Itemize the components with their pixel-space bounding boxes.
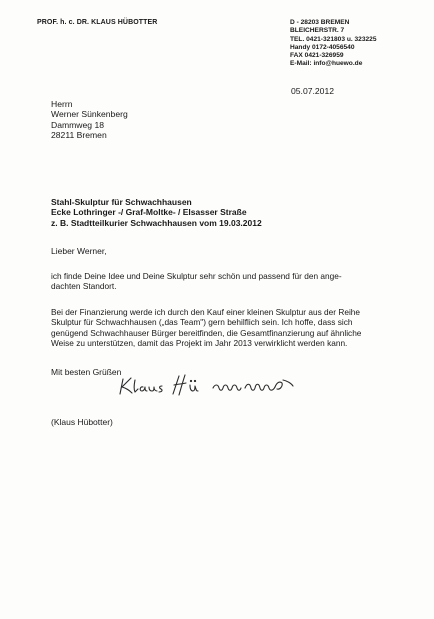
recipient-line: 28211 Bremen bbox=[51, 129, 107, 140]
letter-date: 05.07.2012 bbox=[291, 86, 335, 96]
paragraph-1 bbox=[51, 271, 342, 292]
handwritten-signature bbox=[117, 370, 317, 398]
paragraph-line: ich finde Deine Idee und Deine Skulptur sehr schön und passend für den ange- bbox=[51, 271, 342, 281]
letterhead-line: Handy 0172-4056540 bbox=[290, 43, 355, 51]
closing: Mit besten Grüßen bbox=[51, 367, 122, 377]
subject-line: Stahl-Skulptur für Schwachhausen bbox=[51, 197, 192, 207]
subject-line: z. B. Stadtteilkurier Schwachhausen vom 19.03.2012 bbox=[51, 217, 262, 228]
letterhead-line: FAX 0421-326959 bbox=[290, 52, 344, 60]
letterhead-line: D - 28203 BREMEN bbox=[290, 19, 350, 26]
paragraph-line: genügend Schwachhauser Bürger bereitfinden, die Gesamtfinanzierung auf ähnliche bbox=[51, 327, 362, 338]
paragraph-line: Bei der Finanzierung werde ich durch den Kauf einer kleinen Skulptur aus der Reihe bbox=[51, 307, 361, 317]
letterhead-line: TEL. 0421-321803 u. 323225 bbox=[290, 35, 377, 43]
paragraph-line: dachten Standort. bbox=[51, 281, 117, 292]
subject-line: Ecke Lothringer -/ Graf-Moltke- / Elsasser Straße bbox=[51, 207, 247, 218]
subject-block bbox=[51, 197, 262, 228]
recipient-line: Dammweg 18 bbox=[51, 119, 105, 130]
salutation: Lieber Werner, bbox=[51, 246, 107, 256]
letterhead-line: BLEICHERSTR. 7 bbox=[290, 27, 345, 35]
paragraph-line: Weise zu unterstützen, damit das Projekt im Jahr 2013 verwirklicht werden kann. bbox=[51, 337, 348, 348]
letterhead-line: E-Mail: info@huewo.de bbox=[290, 60, 363, 68]
letterhead-name: PROF. h. c. DR. KLAUS HÜBOTTER bbox=[37, 19, 158, 26]
paragraph-line: Skulptur für Schwachhausen („das Team") gern behilflich sein. Ich hoffe, dass sich bbox=[51, 317, 353, 328]
recipient-address bbox=[51, 99, 128, 140]
recipient-line: Herrn bbox=[51, 99, 73, 109]
recipient-line: Werner Sünkenberg bbox=[51, 109, 128, 120]
letterhead-address bbox=[290, 19, 377, 69]
signer-name: (Klaus Hübotter) bbox=[51, 417, 113, 427]
paragraph-2 bbox=[51, 307, 361, 348]
